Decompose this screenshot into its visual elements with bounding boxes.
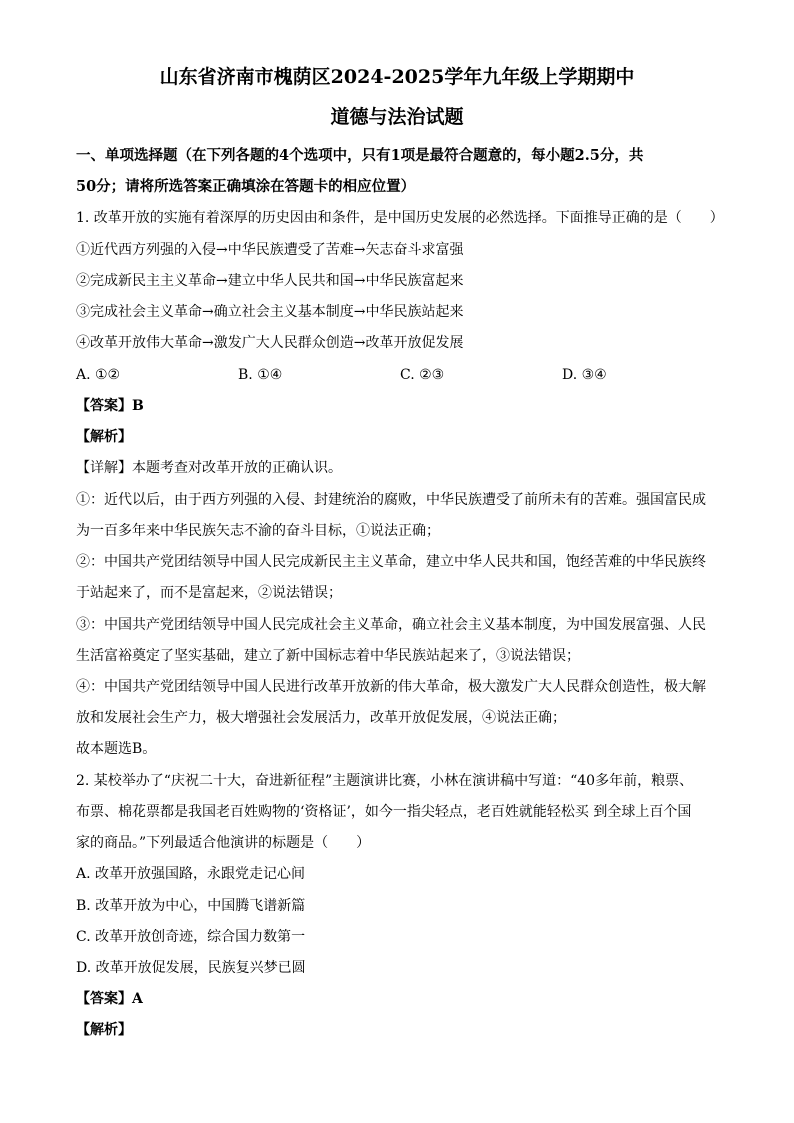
page-title: 山东省济南市槐荫区2024-2025学年九年级上学期期中	[159, 66, 635, 88]
q2-analysis-label: 【解析】	[76, 1022, 132, 1038]
q2-option-b: B. 改革开放为中心，中国腾飞谱新篇	[76, 898, 306, 914]
q2-stem-line: 家的商品。”下列最适合他演讲的标题是（ ）	[76, 835, 371, 851]
q1-explanation-line: 为一百多年来中华民族矢志不渝的奋斗目标，①说法正确；	[76, 523, 440, 539]
q1-item-1: ①近代西方列强的入侵→中华民族遭受了苦难→矢志奋斗求富强	[76, 242, 464, 258]
q1-explanation-line: ②：中国共产党团结领导中国人民完成新民主主义革命，建立中华人民共和国，饱经苦难的中华民族终	[76, 554, 706, 570]
q1-conclusion: 故本题选B。	[76, 741, 157, 757]
q1-item-3: ③完成社会主义革命→确立社会主义基本制度→中华民族站起来	[76, 304, 464, 320]
q1-detail: 【详解】本题考查对改革开放的正确认识。	[76, 460, 342, 476]
q1-option-c: C. ②③	[400, 367, 445, 383]
q2-option-d: D. 改革开放促发展，民族复兴梦已圆	[76, 960, 306, 976]
q1-option-a: A. ①②	[76, 367, 121, 383]
q1-explanation-line: 放和发展社会生产力，极大增强社会发展活力，改革开放促发展，④说法正确；	[76, 710, 566, 726]
q1-item-4: ④改革开放伟大革命→激发广大人民群众创造→改革开放促发展	[76, 335, 464, 351]
q1-explanation-line: 于站起来了，而不是富起来，②说法错误；	[76, 585, 342, 601]
q1-explanation-line: ③：中国共产党团结领导中国人民完成社会主义革命，确立社会主义基本制度，为中国发展富强、人民	[76, 617, 706, 633]
page-subtitle: 道德与法治试题	[330, 106, 464, 128]
q2-option-a: A. 改革开放强国路，永跟党走记心间	[76, 866, 306, 882]
q1-option-b: B. ①④	[238, 367, 283, 383]
section-heading-line-1: 一、单项选择题（在下列各题的4个选项中，只有1项是最符合题意的，每小题2.5分，共	[76, 147, 644, 164]
q1-item-2: ②完成新民主主义革命→建立中华人民共和国→中华民族富起来	[76, 273, 464, 289]
section-heading-line-2: 50分；请将所选答案正确填涂在答题卡的相应位置）	[76, 178, 416, 195]
q1-stem: 1. 改革开放的实施有着深厚的历史因由和条件，是中国历史发展的必然选择。下面推导正确的是（ ）	[76, 210, 724, 226]
q1-answer: 【答案】B	[76, 398, 144, 414]
q1-explanation-line: ④：中国共产党团结领导中国人民进行改革开放新的伟大革命，极大激发广大人民群众创造性，极大解	[76, 679, 706, 695]
q2-stem-line: 2. 某校举办了“庆祝二十大，奋进新征程”主题演讲比赛，小林在演讲稿中写道：“40多年前，粮票、	[76, 773, 694, 789]
q1-option-d: D. ③④	[562, 367, 607, 383]
q1-explanation-line: ①：近代以后，由于西方列强的入侵、封建统治的腐败，中华民族遭受了前所未有的苦难。强国富民成	[76, 492, 706, 508]
q1-explanation-line: 生活富裕奠定了坚实基础，建立了新中国标志着中华民族站起来了，③说法错误；	[76, 648, 580, 664]
q1-analysis-label: 【解析】	[76, 429, 132, 445]
q2-stem-line: 布票、棉花票都是我国老百姓购物的‘资格证’，如今一指尖轻点，老百姓就能轻松买 到全球上百个国	[76, 804, 692, 820]
q2-option-c: C. 改革开放创奇迹，综合国力数第一	[76, 929, 306, 945]
q2-answer: 【答案】A	[76, 991, 143, 1007]
